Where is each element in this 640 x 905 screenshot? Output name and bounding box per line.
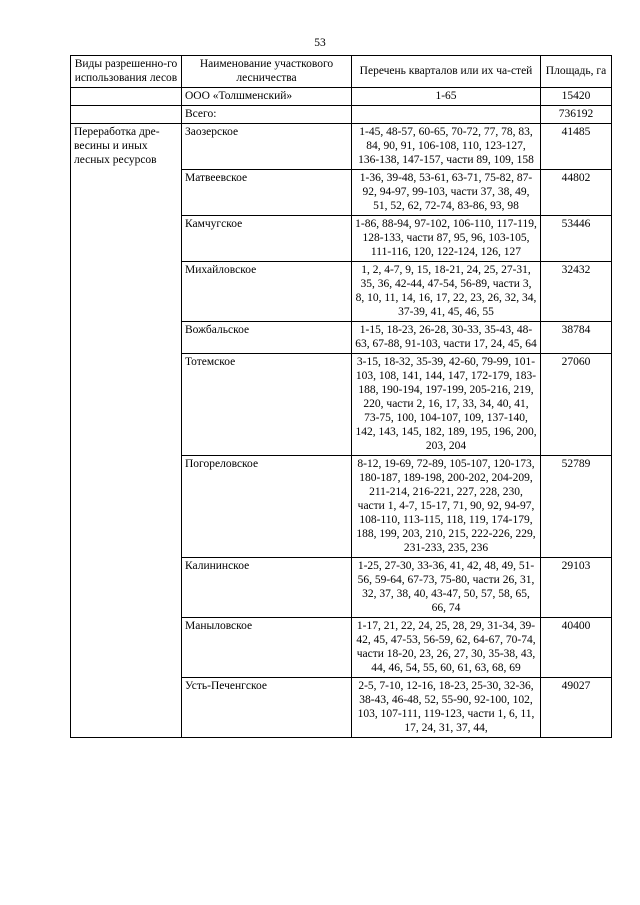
- table-header-row: [71, 56, 612, 88]
- forestry-cell: Камчугское: [182, 216, 352, 262]
- quarters-cell: 1-17, 21, 22, 24, 25, 28, 29, 31-34, 39-42, 45, 47-53, 56-59, 62, 64-67, 70-74, части 18-20, 23, 26, 27, 30, 35-38, 43, 44, 46, 54, 55, 60, 61, 63, 68, 69: [352, 618, 541, 678]
- use-type-cell: Переработка дре-весины и иных лесных ресурсов: [71, 124, 182, 738]
- forest-use-table: [70, 55, 612, 738]
- header-quarters: Перечень кварталов или их ча-стей: [352, 56, 541, 88]
- header-forestry: Наименование участкового лесничества: [182, 56, 352, 88]
- forestry-cell: Погореловское: [182, 456, 352, 558]
- forestry-cell: Матвеевское: [182, 170, 352, 216]
- quarters-cell: 1-65: [352, 88, 541, 106]
- area-cell: 53446: [541, 216, 612, 262]
- forestry-cell: Вожбальское: [182, 322, 352, 354]
- header-area: Площадь, га: [541, 56, 612, 88]
- quarters-cell: 1, 2, 4-7, 9, 15, 18-21, 24, 25, 27-31, 35, 36, 42-44, 47-54, 56-89, части 3, 8, 10, 11, 14, 16, 17, 22, 23, 26, 32, 34, 37-39, 41, 45, 46, 55: [352, 262, 541, 322]
- header-use-type: Виды разрешенно-го использования лесов: [71, 56, 182, 88]
- page-number: 53: [314, 37, 326, 49]
- forestry-cell: Маныловское: [182, 618, 352, 678]
- area-cell: 49027: [541, 678, 612, 738]
- quarters-cell: 1-86, 88-94, 97-102, 106-110, 117-119, 128-133, части 87, 95, 96, 103-105, 111-116, 120, 122-124, 126, 127: [352, 216, 541, 262]
- forestry-cell: Заозерское: [182, 124, 352, 170]
- total-area: 736192: [541, 106, 612, 124]
- area-cell: 29103: [541, 558, 612, 618]
- area-cell: 52789: [541, 456, 612, 558]
- area-cell: 41485: [541, 124, 612, 170]
- quarters-cell: 8-12, 19-69, 72-89, 105-107, 120-173, 180-187, 189-198, 200-202, 204-209, 211-214, 216-221, 227, 228, 230, части 1, 4-7, 15-17, 71, 90, 92, 94-97, 108-110, 113-115, 118, 119, 174-179, 188, 199, 203, 210, 215, 222-226, 229, 231-233, 235, 236: [352, 456, 541, 558]
- quarters-cell: 1-15, 18-23, 26-28, 30-33, 35-43, 48-63, 67-88, 91-103, части 17, 24, 45, 64: [352, 322, 541, 354]
- quarters-cell: 3-15, 18-32, 35-39, 42-60, 79-99, 101-103, 108, 141, 144, 147, 172-179, 183-188, 190-194, 197-199, 205-216, 219, 220, части 2, 16, 17, 33, 34, 40, 41, 73-75, 100, 104-107, 109, 137-140, 142, 143, 145, 182, 189, 195, 196, 200, 203, 204: [352, 354, 541, 456]
- forestry-cell: Усть-Печенгское: [182, 678, 352, 738]
- forestry-cell: ООО «Толшменский»: [182, 88, 352, 106]
- use-type-cell: [71, 88, 182, 106]
- area-cell: 40400: [541, 618, 612, 678]
- area-cell: 32432: [541, 262, 612, 322]
- quarters-cell: [352, 106, 541, 124]
- table-body: [71, 88, 612, 738]
- quarters-cell: 1-45, 48-57, 60-65, 70-72, 77, 78, 83, 84, 90, 91, 106-108, 110, 123-127, 136-138, 147-157, части 89, 109, 158: [352, 124, 541, 170]
- table-row: [71, 88, 612, 106]
- quarters-cell: 2-5, 7-10, 12-16, 18-23, 25-30, 32-36, 38-43, 46-48, 52, 55-90, 92-100, 102, 103, 107-111, 119-123, части 1, 6, 11, 17, 24, 31, 37, 44,: [352, 678, 541, 738]
- area-cell: 27060: [541, 354, 612, 456]
- area-cell: 15420: [541, 88, 612, 106]
- forestry-cell: Тотемское: [182, 354, 352, 456]
- total-label: Всего:: [182, 106, 352, 124]
- table-row: [71, 124, 612, 170]
- quarters-cell: 1-36, 39-48, 53-61, 63-71, 75-82, 87-92, 94-97, 99-103, части 37, 38, 49, 51, 52, 62, 72-74, 83-86, 93, 98: [352, 170, 541, 216]
- use-type-cell: [71, 106, 182, 124]
- area-cell: 38784: [541, 322, 612, 354]
- area-cell: 44802: [541, 170, 612, 216]
- forestry-cell: Калининское: [182, 558, 352, 618]
- total-row: [71, 106, 612, 124]
- forestry-cell: Михайловское: [182, 262, 352, 322]
- quarters-cell: 1-25, 27-30, 33-36, 41, 42, 48, 49, 51-56, 59-64, 67-73, 75-80, части 26, 31, 32, 37, 38, 40, 43-47, 50, 57, 58, 65, 66, 74: [352, 558, 541, 618]
